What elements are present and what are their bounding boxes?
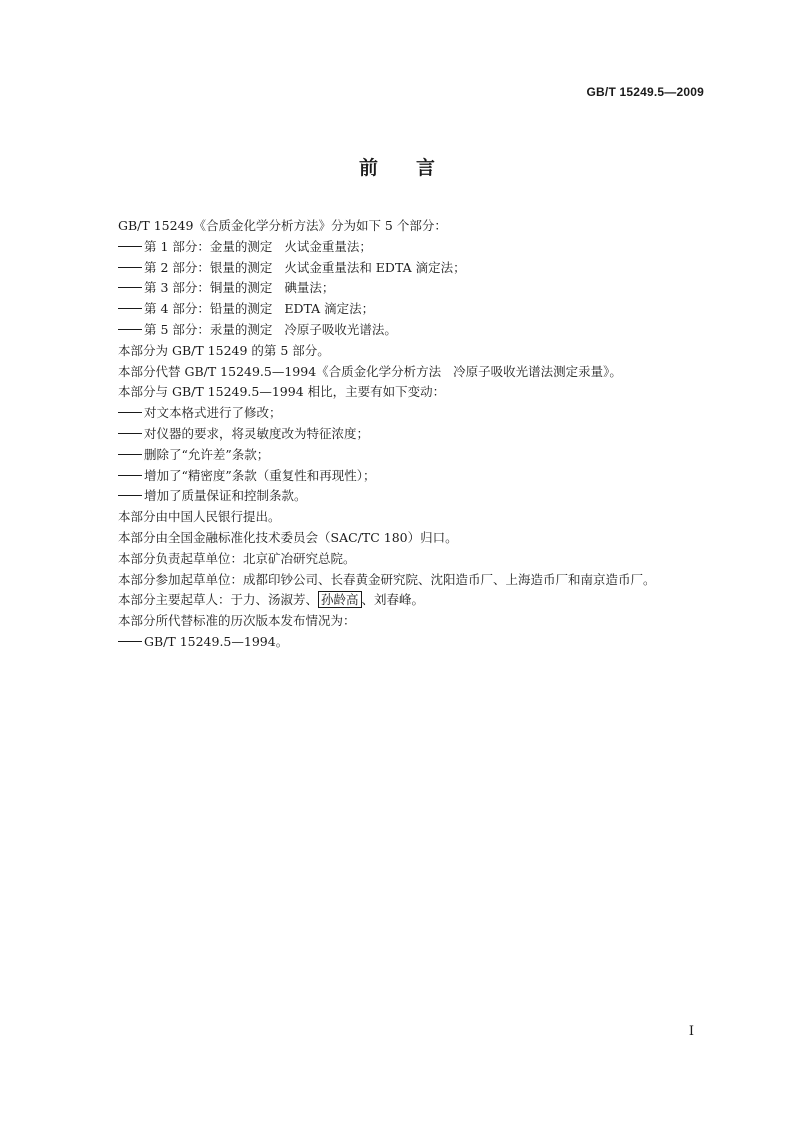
page-title [0, 153, 794, 180]
paragraph-changes-intro: 本部分与 GB/T 15249.5—1994 相比，主要有如下变动： [118, 384, 446, 400]
list-item-change-4 [118, 466, 718, 487]
paragraph-part-number: 本部分为 GB/T 15249 的第 5 部分。 [118, 342, 330, 358]
list-item-text: GB/T 15249.5—1994。 [144, 633, 289, 649]
paragraph-parts-intro: GB/T 15249《合质金化学分析方法》分为如下 5 个部分： [118, 218, 447, 233]
paragraph-lead-drafter: 本部分负责起草单位：北京矿冶研究总院。 [118, 550, 356, 566]
paragraph-replaces: 本部分代替 GB/T 15249.5—1994《合质金化学分析方法 冷原子吸收光谱法测定汞量》。 [118, 363, 622, 379]
dash-bullet [118, 433, 142, 434]
list-item-previous-edition [118, 632, 718, 653]
drafters-text-pre: 本部分主要起草人：于力、汤淑芳、 [118, 592, 319, 608]
list-item-part-1 [118, 237, 718, 258]
page-number: I [688, 1024, 694, 1039]
list-item-text: 对文本格式进行了修改； [144, 405, 282, 421]
paragraph-participating-drafters: 本部分参加起草单位：成都印钞公司、长春黄金研究院、沈阳造币厂、上海造币厂和南京造币厂。 [118, 571, 656, 587]
dash-bullet [118, 329, 142, 330]
foreword-body [118, 216, 718, 653]
dash-bullet [118, 475, 142, 476]
dash-bullet [118, 246, 142, 247]
list-item-part-4 [118, 299, 718, 320]
list-item-text: 第 5 部分：汞量的测定 冷原子吸收光谱法。 [144, 321, 397, 337]
list-item-part-3 [118, 278, 718, 299]
paragraph-main-drafters [118, 590, 718, 611]
dash-bullet [118, 308, 142, 309]
dash-bullet [118, 412, 142, 413]
paragraph-previous-editions: 本部分所代替标准的历次版本发布情况为： [118, 613, 356, 629]
list-item-change-3 [118, 445, 718, 466]
drafter-name-boxed: 孙龄高 [318, 591, 362, 608]
list-item-change-2 [118, 424, 718, 445]
list-item-text: 第 1 部分：金量的测定 火试金重量法； [144, 238, 372, 254]
standard-code: GB/T 15249.5—2009 [586, 85, 704, 99]
list-item-text: 增加了质量保证和控制条款。 [144, 488, 307, 504]
dash-bullet [118, 287, 142, 288]
list-item-change-5 [118, 486, 718, 507]
drafters-text-post: 、刘春峰。 [361, 592, 425, 608]
paragraph-under-jurisdiction: 本部分由全国金融标准化技术委员会（SAC/TC 180）归口。 [118, 529, 458, 545]
paragraph-proposed-by: 本部分由中国人民银行提出。 [118, 509, 281, 525]
title-char-2: 言 [416, 157, 436, 179]
dash-bullet [118, 454, 142, 455]
dash-bullet [118, 641, 142, 642]
list-item-text: 对仪器的要求，将灵敏度改为特征浓度； [144, 425, 370, 441]
title-char-1: 前 [358, 157, 378, 179]
list-item-part-2 [118, 258, 718, 279]
list-item-part-5 [118, 320, 718, 341]
list-item-text: 第 3 部分：铜量的测定 碘量法； [144, 280, 335, 296]
dash-bullet [118, 267, 142, 268]
list-item-text: 第 2 部分：银量的测定 火试金重量法和 EDTA 滴定法； [144, 259, 466, 275]
dash-bullet [118, 495, 142, 496]
list-item-text: 增加了“精密度”条款（重复性和再现性）； [144, 467, 376, 483]
list-item-text: 第 4 部分：铅量的测定 EDTA 滴定法； [144, 301, 375, 317]
list-item-change-1 [118, 403, 718, 424]
list-item-text: 删除了“允许差”条款； [144, 446, 270, 462]
